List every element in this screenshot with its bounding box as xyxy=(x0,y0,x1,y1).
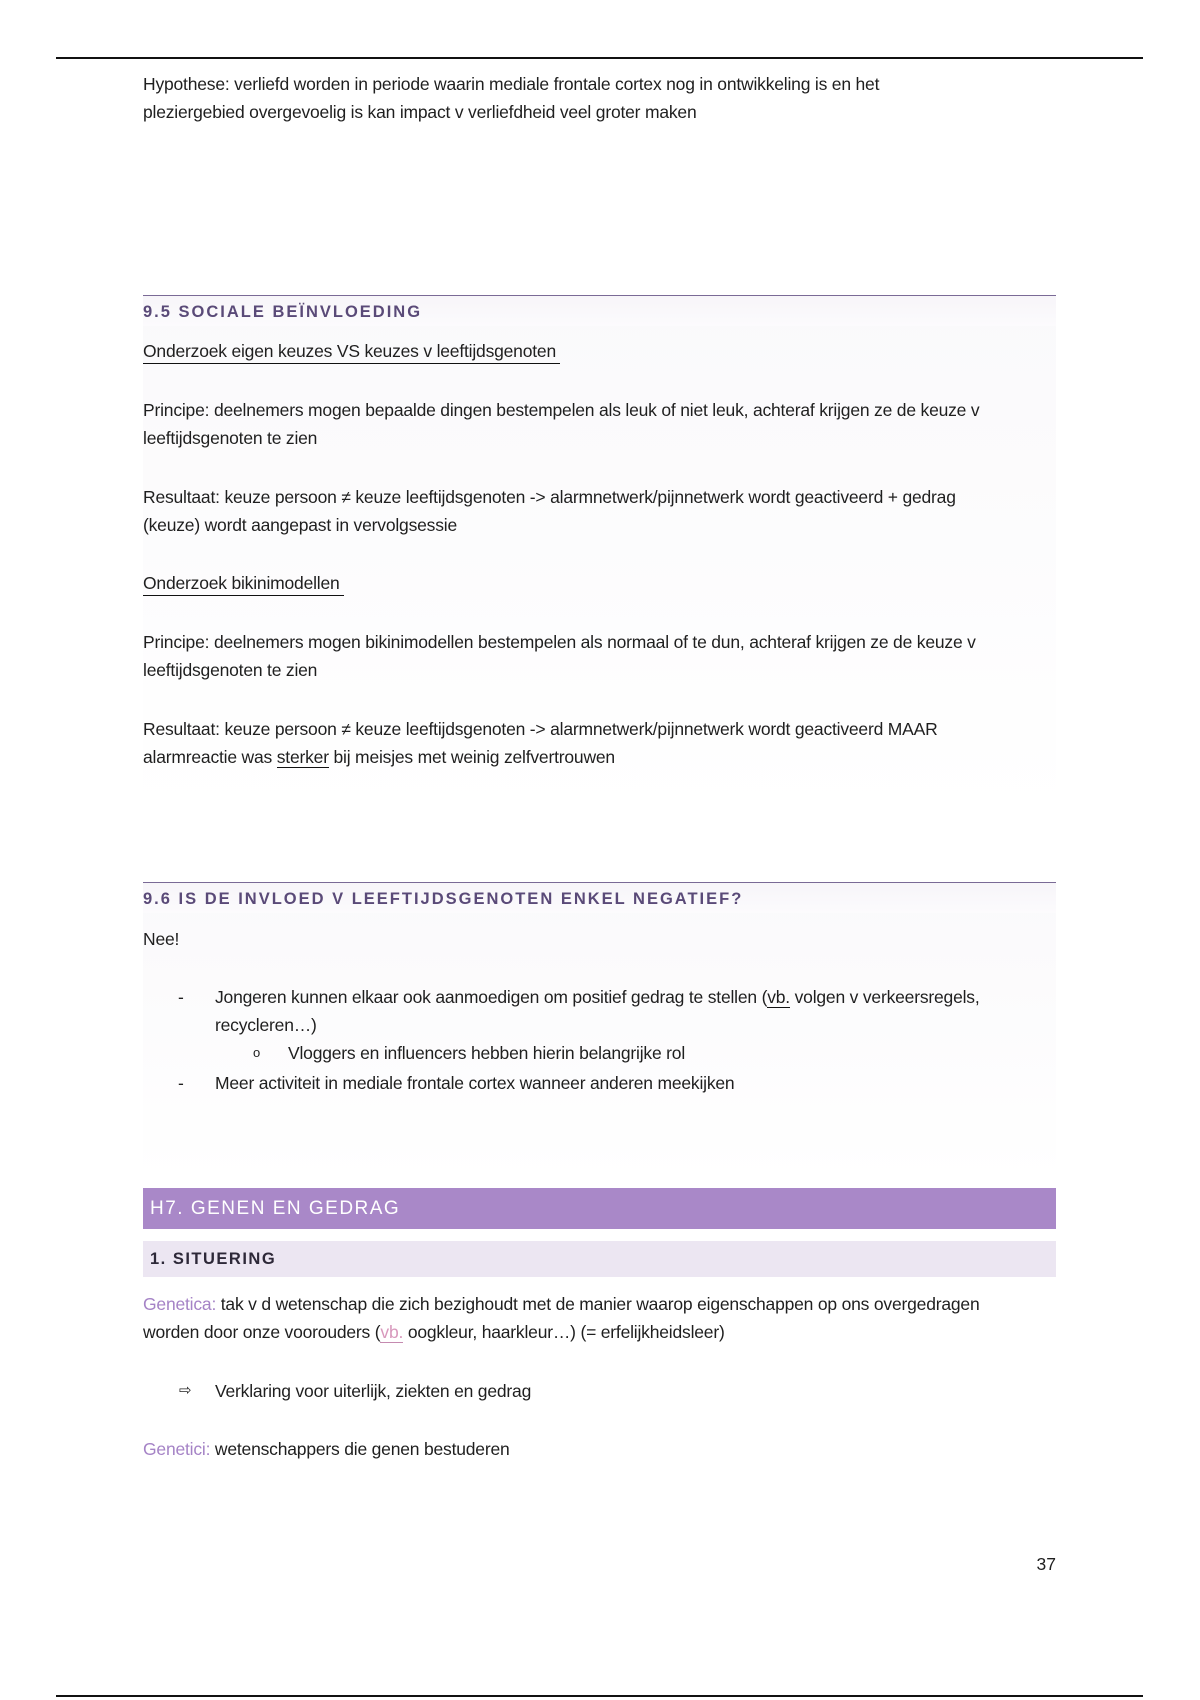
item-2-text: Meer activiteit in mediale frontale cortex wanneer anderen meekijken xyxy=(215,1073,735,1093)
hypothesis-paragraph xyxy=(143,70,879,126)
footer-rule xyxy=(56,1695,1143,1697)
genetici-term: Genetici: xyxy=(143,1439,211,1459)
hypothesis-line-1: Hypothese: verliefd worden in periode waarin mediale frontale cortex nog in ontwikkeling is en het xyxy=(143,74,880,94)
genetica-line-1 xyxy=(143,1290,1056,1318)
list-item xyxy=(143,983,1056,1039)
study-1-heading-text: Onderzoek eigen keuzes VS keuzes v leeftijdsgenoten xyxy=(143,339,560,364)
arrow-right-icon: ⇨ xyxy=(179,1382,192,1399)
section-9-6-answer xyxy=(143,925,179,953)
page-number: 37 xyxy=(1036,1554,1056,1574)
bullet-dash: - xyxy=(178,987,184,1007)
header-rule xyxy=(56,57,1143,59)
study-2-result-line-1: Resultaat: keuze persoon ≠ keuze leeftijdsgenoten -> alarmnetwerk/pijnnetwerk wordt geactiveerd MAAR xyxy=(143,719,938,739)
genetica-def-line-2-pre: worden door onze voorouders ( xyxy=(143,1322,381,1342)
chapter-7-title-bar xyxy=(143,1188,1056,1229)
bullet-dash: - xyxy=(178,1073,184,1093)
subsection-title: 1. SITUERING xyxy=(150,1250,277,1268)
subsection-title-bar xyxy=(143,1241,1056,1277)
study-2-result xyxy=(143,715,938,771)
study-2-principle xyxy=(143,628,976,684)
item-1-vb: vb. xyxy=(767,987,790,1007)
study-2-heading xyxy=(143,571,344,596)
study-1-principle xyxy=(143,396,979,452)
study-1-heading xyxy=(143,339,560,364)
section-9-5-title: 9.5 SOCIALE BEÏNVLOEDING xyxy=(143,303,423,321)
genetici-line xyxy=(143,1435,1056,1463)
section-9-5-header xyxy=(143,295,1056,326)
section-9-6-header xyxy=(143,882,1056,913)
answer-text: Nee! xyxy=(143,929,180,949)
genetica-def-line-1: tak v d wetenschap die zich bezighoudt met de manier waarop eigenschappen op ons overgedragen xyxy=(216,1294,980,1314)
sub-item-text: Vloggers en influencers hebben hierin belangrijke rol xyxy=(288,1043,686,1063)
item-1-line-2: recycleren…) xyxy=(215,1015,317,1035)
study-2-principle-line-1: Principe: deelnemers mogen bikinimodellen bestempelen als normaal of te dun, achteraf krijgen ze de keuze v xyxy=(143,632,976,652)
genetica-definition xyxy=(143,1290,1056,1346)
sub-bullet-circle: o xyxy=(253,1045,261,1060)
hypothesis-line-2: pleziergebied overgevoelig is kan impact v verliefdheid veel groter maken xyxy=(143,102,697,122)
chapter-7-title: H7. GENEN EN GEDRAG xyxy=(150,1198,401,1219)
study-1-principle-line-1: Principe: deelnemers mogen bepaalde dingen bestempelen als leuk of niet leuk, achteraf krijgen ze de keuze v xyxy=(143,400,980,420)
study-1-result-line-1: Resultaat: keuze persoon ≠ keuze leeftijdsgenoten -> alarmnetwerk/pijnnetwerk wordt geactiveerd + gedrag xyxy=(143,487,956,507)
study-2-heading-text: Onderzoek bikinimodellen xyxy=(143,571,344,596)
item-1-post: volgen v verkeersregels, xyxy=(789,987,980,1007)
genetici-def: wetenschappers die genen bestuderen xyxy=(210,1439,510,1459)
study-1-result-line-2: (keuze) wordt aangepast in vervolgsessie xyxy=(143,515,457,535)
item-1-pre: Jongeren kunnen elkaar ook aanmoedigen om positief gedrag te stellen ( xyxy=(215,987,768,1007)
study-1-result xyxy=(143,483,956,539)
list-item-text xyxy=(215,983,1035,1039)
genetica-line-2 xyxy=(143,1318,1056,1346)
result-line-2-pre: alarmreactie was xyxy=(143,747,277,767)
genetica-term: Genetica: xyxy=(143,1294,217,1314)
study-2-result-line-2 xyxy=(143,743,938,771)
result-line-2-post: bij meisjes met weinig zelfvertrouwen xyxy=(328,747,615,767)
section-9-6-title: 9.6 IS DE INVLOED V LEEFTIJDSGENOTEN ENKEL NEGATIEF? xyxy=(143,890,744,908)
genetica-def-line-2-post: oogkleur, haarkleur…) (= erfelijkheidsleer) xyxy=(403,1322,725,1342)
list-item xyxy=(143,1069,1056,1097)
study-1-principle-line-2: leeftijdsgenoten te zien xyxy=(143,428,318,448)
genetici-definition xyxy=(143,1435,1056,1463)
genetica-vb: vb. xyxy=(380,1322,404,1342)
arrow-item xyxy=(143,1377,1056,1405)
result-underlined-word: sterker xyxy=(276,747,329,767)
study-2-principle-line-2: leeftijdsgenoten te zien xyxy=(143,660,318,680)
sub-list-item xyxy=(143,1039,1056,1067)
arrow-item-text: Verklaring voor uiterlijk, ziekten en gedrag xyxy=(215,1381,532,1401)
